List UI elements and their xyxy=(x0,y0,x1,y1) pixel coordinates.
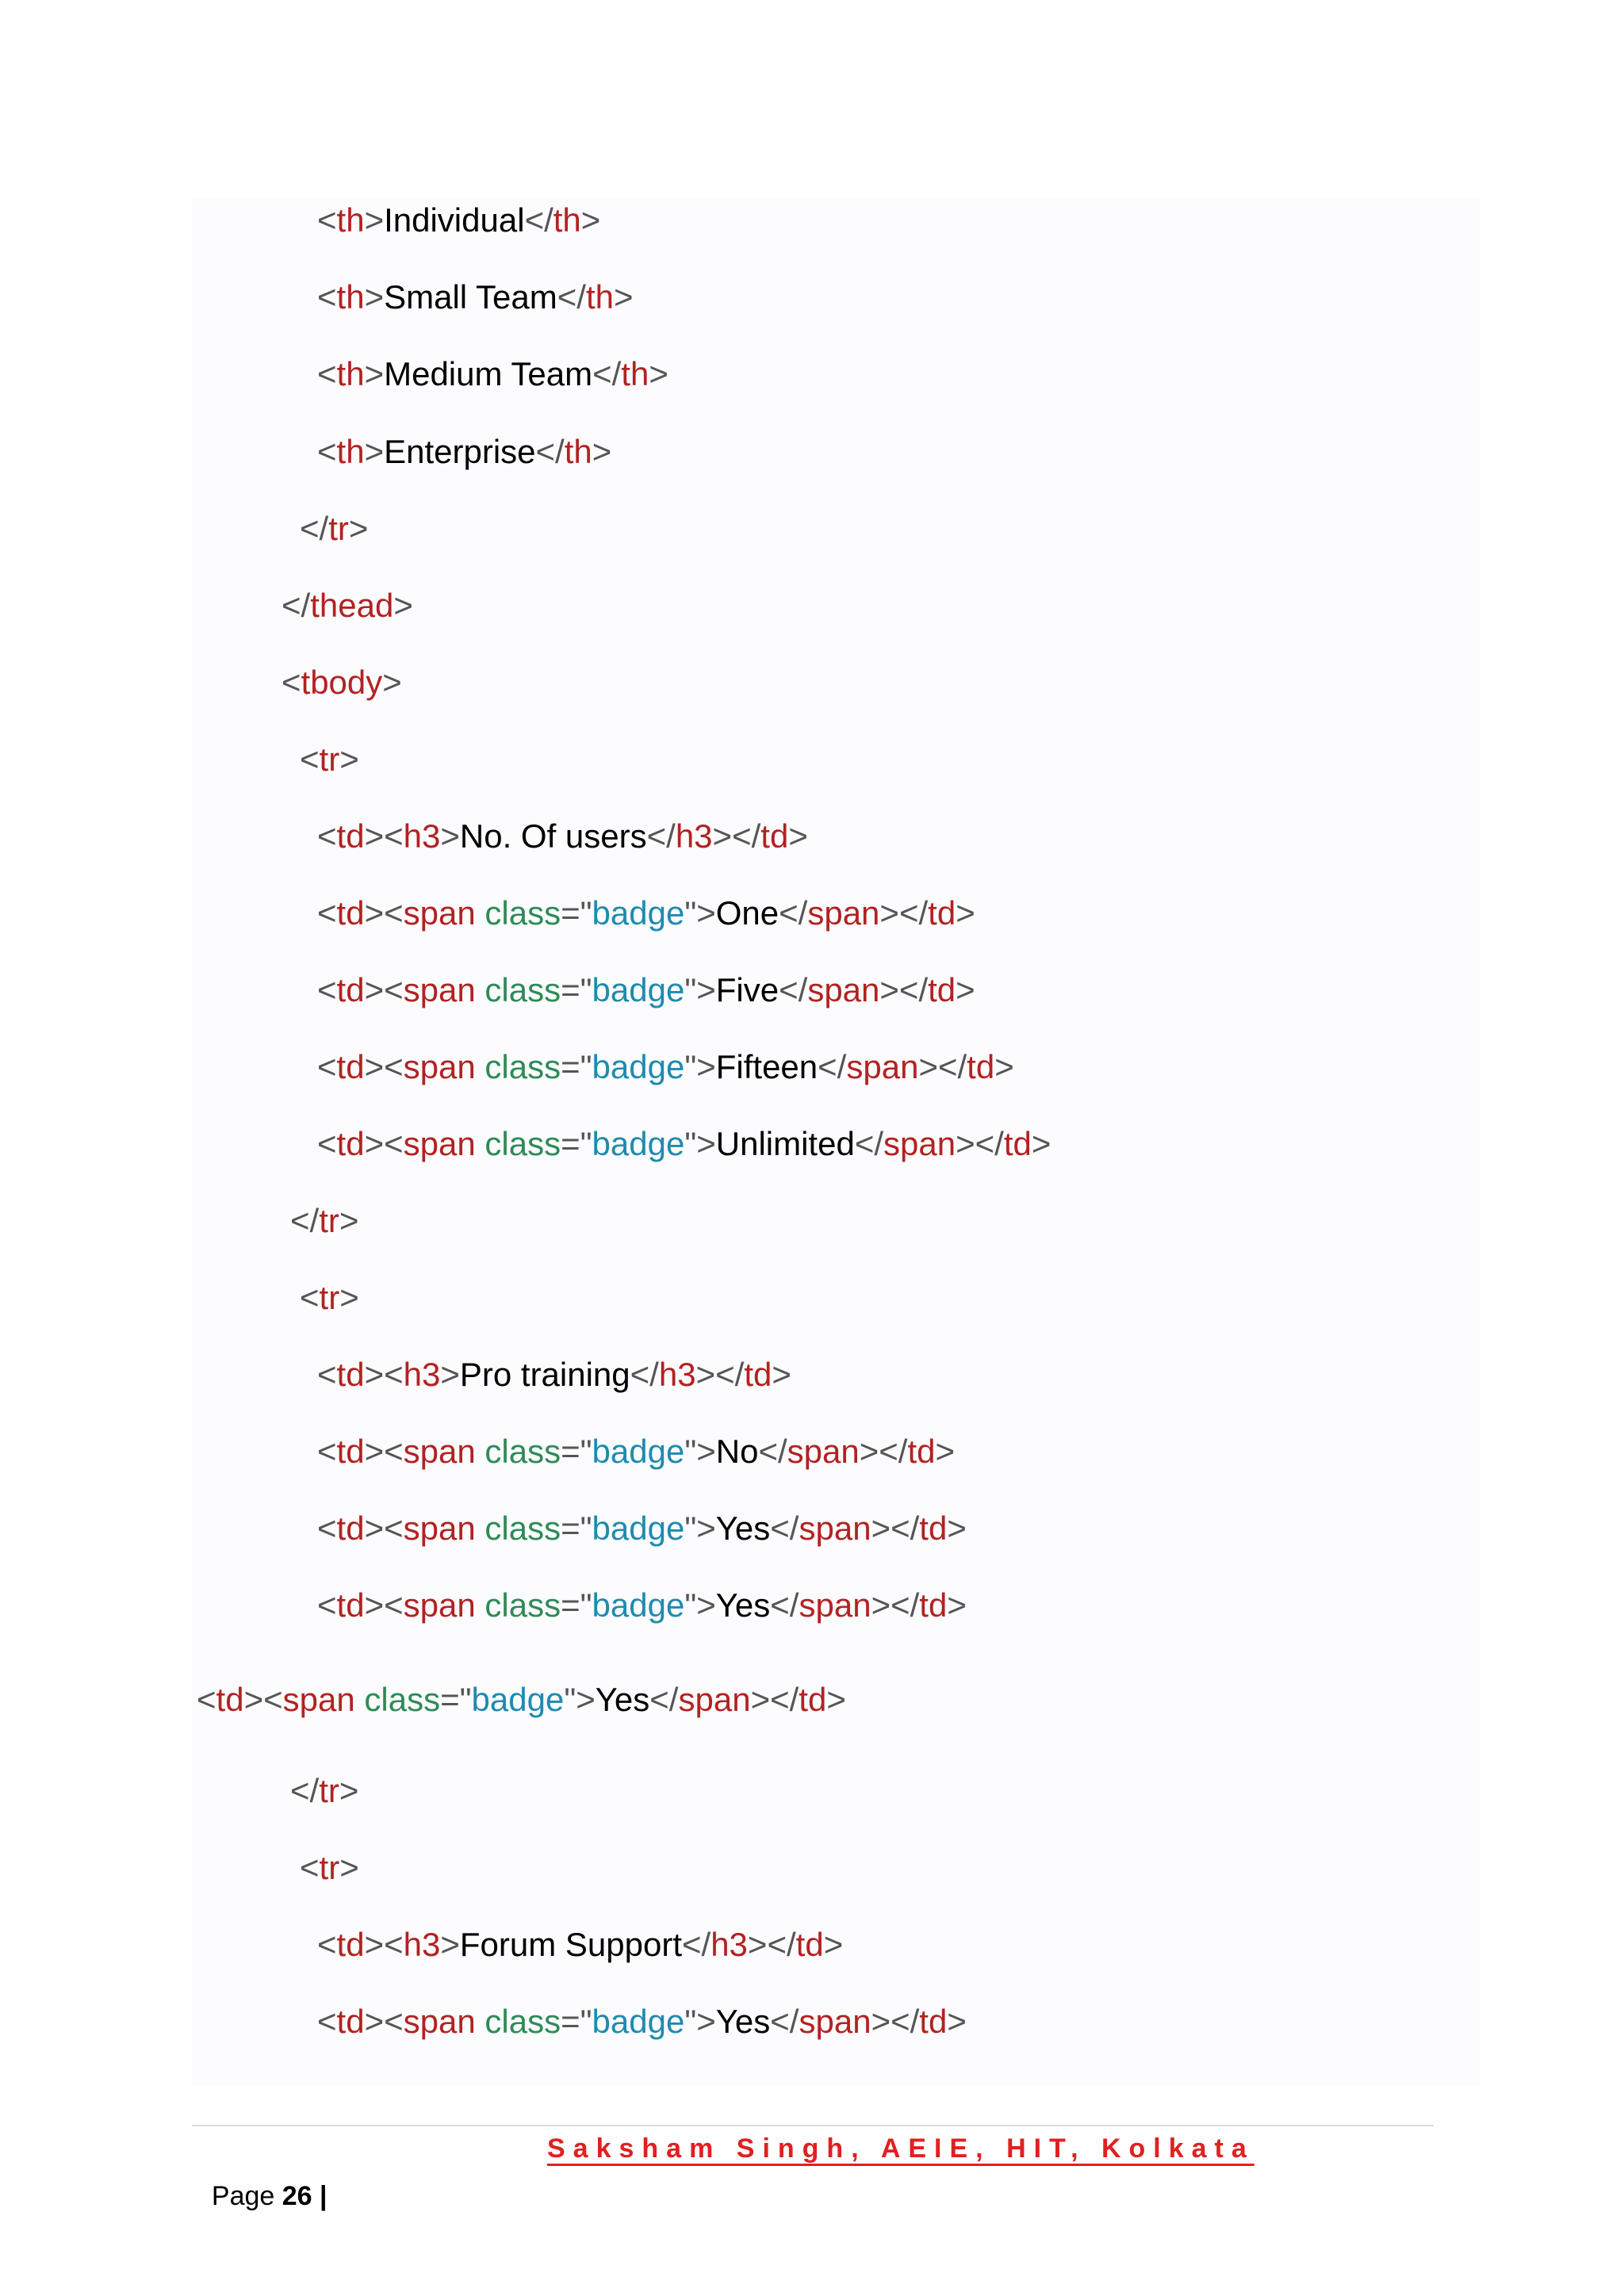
code-tag-name: th xyxy=(621,355,649,392)
code-tag-name: td xyxy=(336,1926,365,1963)
code-punctuation: > xyxy=(364,278,385,316)
code-punctuation xyxy=(476,1048,485,1085)
code-punctuation: > xyxy=(382,664,402,701)
code-tag-name: td xyxy=(760,817,789,855)
code-punctuation: > xyxy=(947,1510,967,1547)
code-punctuation: < xyxy=(317,971,337,1008)
code-punctuation: > xyxy=(956,894,975,932)
code-punctuation: > xyxy=(339,1849,359,1886)
code-punctuation: "> xyxy=(684,971,716,1008)
code-punctuation: > xyxy=(649,355,668,392)
code-punctuation: =" xyxy=(440,1681,472,1718)
code-punctuation: "> xyxy=(684,1048,716,1085)
code-punctuation: > xyxy=(348,510,369,547)
code-line xyxy=(317,197,600,244)
code-tag-name: td xyxy=(336,1510,365,1547)
code-tag-name: span xyxy=(403,894,476,932)
code-attribute: class xyxy=(364,1681,441,1718)
code-tag-name: h3 xyxy=(675,817,713,855)
code-line xyxy=(317,1582,967,1629)
code-punctuation: > xyxy=(772,1356,791,1393)
code-punctuation: >< xyxy=(364,1926,404,1963)
code-punctuation: >< xyxy=(364,1125,404,1162)
code-tag-name: td xyxy=(928,971,956,1008)
code-tag-name: th xyxy=(564,433,592,470)
code-punctuation: < xyxy=(317,1510,337,1547)
code-punctuation: > xyxy=(826,1681,846,1718)
code-text: Yes xyxy=(595,1681,650,1718)
code-punctuation: </ xyxy=(758,1433,787,1470)
code-punctuation: ></ xyxy=(750,1681,799,1718)
code-punctuation: </ xyxy=(524,201,553,239)
code-punctuation: </ xyxy=(779,894,808,932)
code-punctuation: </ xyxy=(290,1772,320,1809)
code-tag-name: td xyxy=(928,894,956,932)
code-punctuation xyxy=(476,971,485,1008)
code-punctuation: < xyxy=(197,1681,216,1718)
code-punctuation: > xyxy=(364,201,385,239)
code-attribute-value: badge xyxy=(592,1125,685,1162)
code-text: Yes xyxy=(715,1510,771,1547)
page-separator: | xyxy=(312,2181,327,2211)
page-label: Page xyxy=(211,2181,282,2211)
code-tag-name: td xyxy=(336,1356,365,1393)
code-line xyxy=(300,505,368,553)
code-punctuation: ></ xyxy=(879,971,929,1008)
code-text: Forum Support xyxy=(459,1926,682,1963)
code-text: Yes xyxy=(715,1586,771,1624)
code-punctuation xyxy=(476,1433,485,1470)
code-punctuation: =" xyxy=(561,2003,592,2040)
code-tag-name: td xyxy=(336,1125,365,1162)
code-line xyxy=(317,428,611,476)
code-line xyxy=(290,1197,358,1245)
code-punctuation: ></ xyxy=(871,1586,920,1624)
code-text: No xyxy=(715,1433,759,1470)
code-punctuation: > xyxy=(994,1048,1014,1085)
code-punctuation: ></ xyxy=(871,1510,920,1547)
code-tag-name: span xyxy=(807,971,880,1008)
code-punctuation: > xyxy=(788,817,808,855)
code-line xyxy=(282,582,413,629)
code-text: Five xyxy=(715,971,779,1008)
code-tag-name: span xyxy=(678,1681,751,1718)
code-tag-name: td xyxy=(799,1681,827,1718)
code-punctuation: < xyxy=(317,278,337,316)
code-punctuation: >< xyxy=(364,1433,404,1470)
code-line xyxy=(317,350,668,398)
code-tag-name: td xyxy=(919,1510,948,1547)
code-tag-name: td xyxy=(795,1926,824,1963)
code-attribute: class xyxy=(485,894,561,932)
code-punctuation: </ xyxy=(535,433,565,470)
code-tag-name: td xyxy=(744,1356,772,1393)
code-punctuation: >< xyxy=(364,1586,404,1624)
code-tag-name: td xyxy=(907,1433,936,1470)
code-tag-name: tbody xyxy=(301,664,383,701)
code-punctuation: ></ xyxy=(956,1125,1004,1162)
code-tag-name: span xyxy=(403,971,476,1008)
code-tag-name: td xyxy=(336,894,365,932)
code-punctuation: =" xyxy=(561,1510,592,1547)
code-attribute-value: badge xyxy=(592,1433,685,1470)
code-tag-name: span xyxy=(799,2003,871,2040)
code-text: Medium Team xyxy=(384,355,593,392)
code-punctuation: < xyxy=(317,1586,337,1624)
code-punctuation: =" xyxy=(561,1125,592,1162)
code-punctuation: < xyxy=(317,1433,337,1470)
code-punctuation: > xyxy=(1031,1125,1051,1162)
code-punctuation: > xyxy=(440,1926,460,1963)
code-punctuation: ></ xyxy=(879,894,929,932)
code-tag-name: td xyxy=(919,1586,948,1624)
code-line xyxy=(317,1043,1014,1091)
code-text: Small Team xyxy=(384,278,557,316)
code-attribute: class xyxy=(485,1433,561,1470)
code-punctuation xyxy=(476,1510,485,1547)
code-line xyxy=(282,659,402,706)
code-punctuation: < xyxy=(300,1849,320,1886)
code-punctuation: =" xyxy=(561,894,592,932)
code-punctuation: </ xyxy=(770,2003,799,2040)
code-tag-name: td xyxy=(919,2003,948,2040)
code-tag-name: td xyxy=(336,1586,365,1624)
code-tag-name: h3 xyxy=(658,1356,696,1393)
code-punctuation: "> xyxy=(684,1586,716,1624)
code-punctuation: > xyxy=(339,1772,359,1809)
code-attribute-value: badge xyxy=(592,1586,685,1624)
code-punctuation xyxy=(355,1681,365,1718)
code-tag-name: th xyxy=(336,278,365,316)
code-tag-name: td xyxy=(336,1048,365,1085)
code-tag-name: span xyxy=(807,894,880,932)
code-punctuation: > xyxy=(339,1202,359,1239)
code-punctuation: > xyxy=(339,740,359,778)
code-attribute-value: badge xyxy=(592,1048,685,1085)
code-text: Yes xyxy=(715,2003,771,2040)
code-punctuation: </ xyxy=(646,817,676,855)
code-punctuation: </ xyxy=(649,1681,679,1718)
code-tag-name: span xyxy=(846,1048,919,1085)
code-attribute: class xyxy=(485,1048,561,1085)
code-tag-name: tr xyxy=(319,1202,339,1239)
code-punctuation: < xyxy=(317,1356,337,1393)
code-tag-name: td xyxy=(1003,1125,1032,1162)
author-credit: Saksham Singh, AEIE, HIT, Kolkata xyxy=(547,2133,1254,2164)
code-tag-name: tr xyxy=(328,510,349,547)
code-punctuation: "> xyxy=(684,1433,716,1470)
code-tag-name: td xyxy=(967,1048,995,1085)
code-line xyxy=(317,1428,955,1475)
code-attribute: class xyxy=(485,1586,561,1624)
code-text: Enterprise xyxy=(384,433,536,470)
code-tag-name: h3 xyxy=(403,817,441,855)
code-line xyxy=(317,1120,1051,1168)
code-punctuation: > xyxy=(364,355,385,392)
code-punctuation: </ xyxy=(290,1202,320,1239)
code-tag-name: span xyxy=(403,1510,476,1547)
code-punctuation: > xyxy=(823,1926,844,1963)
code-punctuation: < xyxy=(317,433,337,470)
code-tag-name: td xyxy=(336,817,365,855)
code-text: Individual xyxy=(384,201,525,239)
page-footer xyxy=(197,2125,1254,2211)
code-punctuation: > xyxy=(947,1586,967,1624)
code-punctuation: > xyxy=(935,1433,956,1470)
code-attribute: class xyxy=(485,2003,561,2040)
code-attribute-value: badge xyxy=(592,894,685,932)
code-punctuation: < xyxy=(317,355,337,392)
code-punctuation: < xyxy=(317,1048,337,1085)
code-punctuation: >< xyxy=(364,1356,404,1393)
code-tag-name: td xyxy=(336,1433,365,1470)
code-punctuation: </ xyxy=(300,510,329,547)
code-punctuation: > xyxy=(947,2003,967,2040)
code-punctuation: > xyxy=(592,433,612,470)
code-line xyxy=(317,1505,967,1552)
code-punctuation: </ xyxy=(282,587,311,624)
code-punctuation: "> xyxy=(684,1510,716,1547)
code-punctuation: >< xyxy=(364,2003,404,2040)
code-line xyxy=(317,966,975,1014)
code-punctuation: </ xyxy=(592,355,622,392)
code-tag-name: th xyxy=(553,201,581,239)
code-tag-name: span xyxy=(403,1433,476,1470)
code-punctuation: "> xyxy=(684,1125,716,1162)
code-attribute-value: badge xyxy=(592,1510,685,1547)
code-attribute: class xyxy=(485,1510,561,1547)
code-text: No. Of users xyxy=(459,817,647,855)
code-tag-name: span xyxy=(799,1586,871,1624)
code-punctuation: ></ xyxy=(712,817,761,855)
code-punctuation: </ xyxy=(682,1926,711,1963)
code-tag-name: td xyxy=(336,2003,365,2040)
code-tag-name: th xyxy=(336,433,365,470)
code-punctuation xyxy=(476,1125,485,1162)
code-punctuation: </ xyxy=(818,1048,847,1085)
code-tag-name: td xyxy=(336,971,365,1008)
code-punctuation: > xyxy=(580,201,601,239)
code-attribute-value: badge xyxy=(471,1681,565,1718)
code-line xyxy=(300,736,359,783)
code-punctuation: < xyxy=(317,201,337,239)
code-punctuation: < xyxy=(317,817,337,855)
code-tag-name: span xyxy=(403,1125,476,1162)
code-tag-name: tr xyxy=(319,1772,339,1809)
code-punctuation xyxy=(476,894,485,932)
code-tag-name: tr xyxy=(319,1849,340,1886)
code-tag-name: span xyxy=(787,1433,860,1470)
code-punctuation: </ xyxy=(770,1586,799,1624)
code-punctuation: > xyxy=(440,1356,460,1393)
code-tag-name: th xyxy=(336,201,365,239)
code-punctuation: < xyxy=(300,740,320,778)
code-line xyxy=(197,1676,846,1724)
code-line xyxy=(317,890,975,937)
page-number: 26 xyxy=(282,2181,312,2211)
code-punctuation: ></ xyxy=(859,1433,908,1470)
code-punctuation: =" xyxy=(561,1586,592,1624)
code-punctuation: "> xyxy=(684,894,716,932)
code-punctuation: > xyxy=(339,1279,359,1316)
code-punctuation: </ xyxy=(770,1510,799,1547)
code-tag-name: thead xyxy=(310,587,394,624)
code-line xyxy=(300,1844,359,1892)
code-line xyxy=(290,1767,358,1815)
code-punctuation: >< xyxy=(364,971,404,1008)
code-punctuation: "> xyxy=(684,2003,716,2040)
code-punctuation xyxy=(476,1586,485,1624)
code-line xyxy=(317,813,808,860)
code-tag-name: td xyxy=(216,1681,244,1718)
code-punctuation: > xyxy=(613,278,634,316)
code-punctuation: < xyxy=(282,664,301,701)
code-punctuation: >< xyxy=(364,1510,404,1547)
code-punctuation: =" xyxy=(561,1433,592,1470)
code-tag-name: span xyxy=(403,1048,476,1085)
code-line xyxy=(317,274,634,321)
code-tag-name: span xyxy=(403,1586,476,1624)
code-punctuation: =" xyxy=(561,1048,592,1085)
code-line xyxy=(317,1998,967,2045)
code-punctuation: < xyxy=(317,1125,337,1162)
code-punctuation: </ xyxy=(779,971,808,1008)
code-attribute: class xyxy=(485,971,561,1008)
code-attribute-value: badge xyxy=(592,971,685,1008)
code-tag-name: h3 xyxy=(403,1356,441,1393)
code-line xyxy=(317,1921,843,1969)
code-tag-name: span xyxy=(799,1510,871,1547)
code-punctuation xyxy=(476,2003,485,2040)
code-line xyxy=(317,1351,791,1399)
code-punctuation: </ xyxy=(557,278,586,316)
code-tag-name: span xyxy=(403,2003,476,2040)
code-punctuation: </ xyxy=(630,1356,659,1393)
code-punctuation: > xyxy=(956,971,975,1008)
code-tag-name: tr xyxy=(319,740,340,778)
code-punctuation: < xyxy=(317,2003,337,2040)
code-punctuation: ></ xyxy=(695,1356,745,1393)
code-punctuation: </ xyxy=(854,1125,884,1162)
code-tag-name: tr xyxy=(319,1279,340,1316)
code-punctuation: >< xyxy=(364,1048,404,1085)
code-text: Pro training xyxy=(459,1356,630,1393)
code-attribute-value: badge xyxy=(592,2003,685,2040)
code-punctuation: ></ xyxy=(871,2003,920,2040)
code-tag-name: h3 xyxy=(403,1926,441,1963)
code-attribute: class xyxy=(485,1125,561,1162)
code-punctuation: >< xyxy=(364,894,404,932)
code-punctuation: < xyxy=(317,894,337,932)
code-punctuation: "> xyxy=(564,1681,596,1718)
code-punctuation: >< xyxy=(243,1681,283,1718)
code-listing xyxy=(192,198,1480,2087)
code-tag-name: th xyxy=(585,278,614,316)
code-tag-name: th xyxy=(336,355,365,392)
code-text: One xyxy=(715,894,779,932)
code-punctuation: >< xyxy=(364,817,404,855)
code-punctuation: < xyxy=(300,1279,320,1316)
code-text: Fifteen xyxy=(715,1048,818,1085)
code-tag-name: h3 xyxy=(710,1926,748,1963)
code-punctuation: > xyxy=(440,817,460,855)
code-punctuation: < xyxy=(317,1926,337,1963)
code-punctuation: ></ xyxy=(747,1926,796,1963)
code-tag-name: span xyxy=(282,1681,355,1718)
code-text: Unlimited xyxy=(715,1125,855,1162)
code-punctuation: > xyxy=(393,587,413,624)
code-tag-name: span xyxy=(883,1125,956,1162)
code-punctuation: =" xyxy=(561,971,592,1008)
code-punctuation: ></ xyxy=(918,1048,967,1085)
code-line xyxy=(300,1274,359,1322)
code-punctuation: > xyxy=(364,433,385,470)
